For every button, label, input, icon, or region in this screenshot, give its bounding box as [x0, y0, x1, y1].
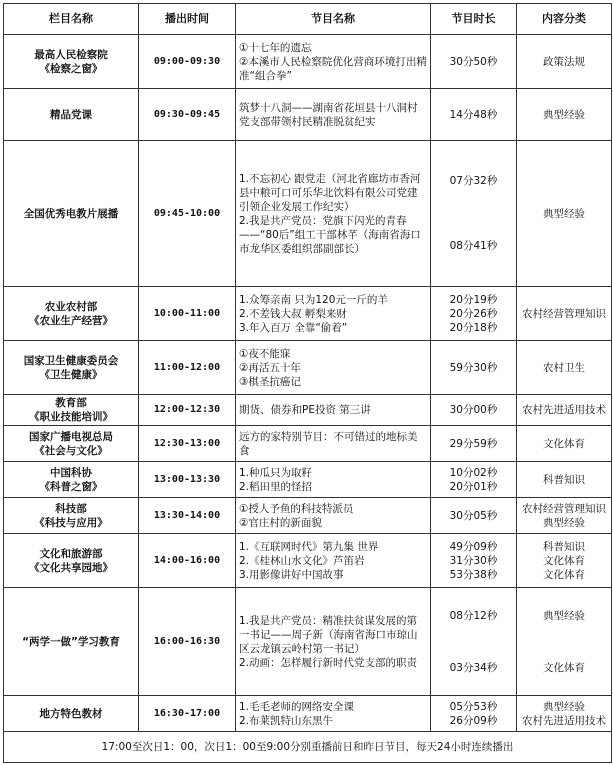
program-name-cell-line: ①授人予鱼的科技特派员 [239, 502, 354, 515]
program-name-cell-line: ③棋圣抗癌记 [239, 375, 301, 388]
header-column-name: 栏目名称 [4, 4, 139, 35]
category-cell-line: 农村先进适用技术 [522, 404, 606, 416]
table-row [4, 395, 612, 426]
program-name-cell-line: 筑梦十八洞——湖南省花垣县十八洞村党支部带领村民精准脱贫纪实 [239, 101, 418, 128]
column-name-cell [4, 141, 139, 287]
duration-cell [431, 498, 517, 534]
category-cell [517, 426, 612, 462]
category-cell-line: 文化体育 [543, 554, 585, 567]
program-name-cell [236, 89, 431, 141]
duration-cell-line: 53分38秒 [449, 568, 498, 581]
duration-cell-line: 31分30秒 [449, 554, 498, 567]
duration-cell-line: 30分00秒 [449, 404, 498, 416]
program-name-cell-line: ②本溪市人民检察院优化营商环境打出精准“组合拳” [239, 55, 427, 82]
category-cell-line: 科普知识 [543, 473, 585, 486]
category-cell-line: 文化体育 [543, 437, 585, 450]
program-name-cell-line: 1.毛毛老师的网络安全课 [239, 700, 355, 713]
program-name-cell [236, 696, 431, 732]
category-cell-line: 典型经验 [543, 609, 585, 622]
column-name-cell [4, 89, 139, 141]
header-category: 内容分类 [517, 4, 612, 35]
program-name-cell [236, 462, 431, 498]
program-name-cell-line: 2.稻田里的怪招 [239, 480, 313, 493]
program-name-cell-line: 1.众筹亲南 只为120元一斤的羊 [239, 293, 388, 306]
program-name-cell [236, 35, 431, 89]
program-name-cell-line: 2.不差钱大叔 孵梨来财 [239, 307, 347, 320]
broadcast-time-cell: 09:00-09:30 [139, 35, 236, 89]
duration-cell [431, 287, 517, 341]
duration-cell-line: 08分12秒 [449, 609, 498, 622]
table-row [4, 534, 612, 588]
program-name-cell-line: 1.不忘初心 跟党走（河北省廊坊市香河县中粮可口可乐华北饮料有限公司党建引领企业发展工作纪实） [239, 172, 421, 213]
program-name-cell [236, 498, 431, 534]
category-cell [517, 696, 612, 732]
duration-cell [431, 141, 517, 287]
program-name-cell-line: 2.布莱凯特山东黑牛 [239, 714, 334, 727]
broadcast-time-cell: 13:00-13:30 [139, 462, 236, 498]
column-name-cell-line: 《卫生健康》 [39, 368, 103, 381]
column-name-cell [4, 395, 139, 426]
category-cell [517, 498, 612, 534]
duration-cell [431, 395, 517, 426]
column-name-cell [4, 426, 139, 462]
duration-cell-line: 03分34秒 [449, 661, 498, 674]
broadcast-time-cell: 12:30-13:00 [139, 426, 236, 462]
column-name-cell-line: 文化和旅游部 [39, 547, 103, 560]
header-row [4, 4, 612, 35]
table-row [4, 35, 612, 89]
column-name-cell-line: 地方特色教材 [39, 707, 103, 720]
column-name-cell-line: 《科技与应用》 [34, 516, 108, 529]
program-name-cell [236, 426, 431, 462]
column-name-cell-line: 《科普之窗》 [39, 480, 103, 493]
broadcast-time-cell: 11:00-12:00 [139, 341, 236, 395]
header-broadcast-time: 播出时间 [139, 4, 236, 35]
column-name-cell [4, 498, 139, 534]
category-cell-line: 典型经验 [543, 207, 585, 220]
program-name-cell-line: 3.用影像讲好中国故事 [239, 568, 344, 581]
footer-row [4, 732, 612, 763]
column-name-cell-line: 最高人民检察院 [34, 48, 108, 61]
program-name-cell-line: 1.《互联网时代》第九集 世界 [239, 540, 379, 553]
duration-cell [431, 588, 517, 696]
duration-cell-line: 20分18秒 [449, 321, 498, 334]
column-name-cell-line: 全国优秀电教片展播 [23, 207, 119, 220]
column-name-cell-line: 教育部 [55, 397, 87, 409]
column-name-cell-line: 科技部 [55, 502, 87, 515]
column-name-cell-line: “两学一做”学习教育 [22, 635, 120, 648]
duration-cell-line: 30分05秒 [449, 509, 498, 522]
category-cell-line: 文化体育 [543, 661, 585, 674]
column-name-cell [4, 462, 139, 498]
duration-cell [431, 534, 517, 588]
program-name-cell [236, 534, 431, 588]
category-cell [517, 35, 612, 89]
category-cell [517, 462, 612, 498]
program-name-cell-line: ①夜不能寐 [239, 347, 291, 360]
category-cell-line: 农村卫生 [543, 361, 585, 374]
table-row [4, 89, 612, 141]
broadcast-time-cell: 12:00-12:30 [139, 395, 236, 426]
schedule-body [4, 35, 612, 732]
program-name-cell [236, 141, 431, 287]
program-name-cell-line: ①十七年的遗忘 [239, 41, 312, 54]
header-duration: 节目时长 [431, 4, 517, 35]
table-row [4, 287, 612, 341]
program-name-cell [236, 287, 431, 341]
column-name-cell-line: 《检察之窗》 [39, 62, 103, 75]
column-name-cell-line: 中国科协 [50, 466, 92, 479]
column-name-cell [4, 534, 139, 588]
broadcast-time-cell: 16:00-16:30 [139, 588, 236, 696]
table-row [4, 462, 612, 498]
column-name-cell-line: 精品党课 [50, 108, 92, 121]
category-cell-line: 科普知识 [543, 540, 585, 553]
duration-cell [431, 341, 517, 395]
duration-cell-line: 20分19秒 [449, 293, 498, 306]
category-cell-line: 典型经验 [543, 108, 585, 121]
broadcast-time-cell: 14:00-16:00 [139, 534, 236, 588]
category-cell-line: 典型经验 [543, 516, 585, 529]
program-name-cell-line: 2.《桂林山水文化》芦笛岩 [239, 554, 365, 567]
category-cell [517, 287, 612, 341]
program-name-cell [236, 588, 431, 696]
footer-note: 17:00至次日1：00，次日1：00至9:00分别重播前日和昨日节目，每天24小时连续播出 [4, 732, 612, 763]
table-row [4, 426, 612, 462]
column-name-cell [4, 35, 139, 89]
duration-cell-line: 49分09秒 [449, 540, 498, 553]
program-name-cell-line: 1.我是共产党员：精准扶贫谋发展的第一书记——周子新（海南省海口市琼山区云龙镇云岭村第一书记） [239, 614, 418, 655]
column-name-cell-line: 国家广播电视总局 [29, 430, 113, 443]
category-cell [517, 141, 612, 287]
duration-cell-line: 59分30秒 [449, 361, 498, 374]
duration-cell-line: 05分53秒 [449, 700, 498, 713]
category-cell [517, 588, 612, 696]
column-name-cell [4, 696, 139, 732]
category-cell [517, 341, 612, 395]
duration-cell [431, 89, 517, 141]
program-name-cell-line: ②再活五十年 [239, 361, 301, 374]
table-row [4, 498, 612, 534]
category-cell [517, 89, 612, 141]
column-name-cell-line: 《农业生产经营》 [29, 314, 113, 327]
program-name-cell-line: 2.我是共产党员：党旗下闪光的青春——“80后”组工干部林芊（海南省海口市龙华区委组织部副部长） [239, 214, 421, 255]
broadcast-time-cell: 09:45-10:00 [139, 141, 236, 287]
column-name-cell [4, 287, 139, 341]
program-name-cell [236, 395, 431, 426]
duration-cell-line: 20分01秒 [449, 480, 498, 493]
program-name-cell-line: ②官庄村的新面貌 [239, 516, 322, 529]
program-name-cell-line: 远方的家特别节目：不可错过的地标美食 [239, 430, 418, 457]
category-cell-line: 典型经验 [543, 700, 585, 713]
duration-cell-line: 29分59秒 [449, 437, 498, 450]
column-name-cell-line: 国家卫生健康委员会 [23, 354, 119, 367]
program-name-cell [236, 341, 431, 395]
duration-cell [431, 426, 517, 462]
duration-cell-line: 08分41秒 [449, 240, 498, 252]
category-cell-line: 农村经营管理知识 [522, 307, 606, 320]
program-name-cell-line: 2.动画：怎样履行新时代党支部的职责 [239, 656, 418, 669]
category-cell [517, 395, 612, 426]
duration-cell-line: 14分48秒 [449, 108, 498, 121]
duration-cell [431, 35, 517, 89]
broadcast-time-cell: 10:00-11:00 [139, 287, 236, 341]
category-cell [517, 534, 612, 588]
column-name-cell-line: 《职业技能培训》 [29, 411, 113, 423]
table-row [4, 341, 612, 395]
duration-cell [431, 462, 517, 498]
category-cell-line: 农村先进适用技术 [522, 714, 606, 727]
program-name-cell-line: 3.年入百万 全靠“偷着” [239, 321, 348, 334]
column-name-cell-line: 《文化共享园地》 [29, 561, 113, 574]
column-name-cell-line: 《社会与文化》 [34, 444, 108, 457]
duration-cell [431, 696, 517, 732]
column-name-cell-line: 农业农村部 [44, 300, 98, 313]
broadcast-time-cell: 16:30-17:00 [139, 696, 236, 732]
category-cell-line: 文化体育 [543, 568, 585, 581]
broadcast-time-cell: 09:30-09:45 [139, 89, 236, 141]
broadcast-time-cell: 13:30-14:00 [139, 498, 236, 534]
program-name-cell-line: 1.种瓜只为取籽 [239, 466, 313, 479]
category-cell-line: 农村经营管理知识 [522, 502, 606, 515]
column-name-cell [4, 341, 139, 395]
category-cell-line: 政策法规 [543, 55, 585, 68]
column-name-cell [4, 588, 139, 696]
duration-cell-line: 30分50秒 [449, 55, 498, 68]
table-row [4, 696, 612, 732]
program-name-cell-line: 期货、债券和PE投资 第三讲 [239, 404, 371, 416]
duration-cell-line: 20分26秒 [449, 307, 498, 320]
duration-cell-line: 07分32秒 [449, 175, 498, 187]
duration-cell-line: 26分09秒 [449, 714, 498, 727]
table-row [4, 588, 612, 696]
duration-cell-line: 10分02秒 [449, 466, 498, 479]
schedule-table [3, 3, 612, 763]
header-program-name: 节目名称 [236, 4, 431, 35]
table-row [4, 141, 612, 287]
